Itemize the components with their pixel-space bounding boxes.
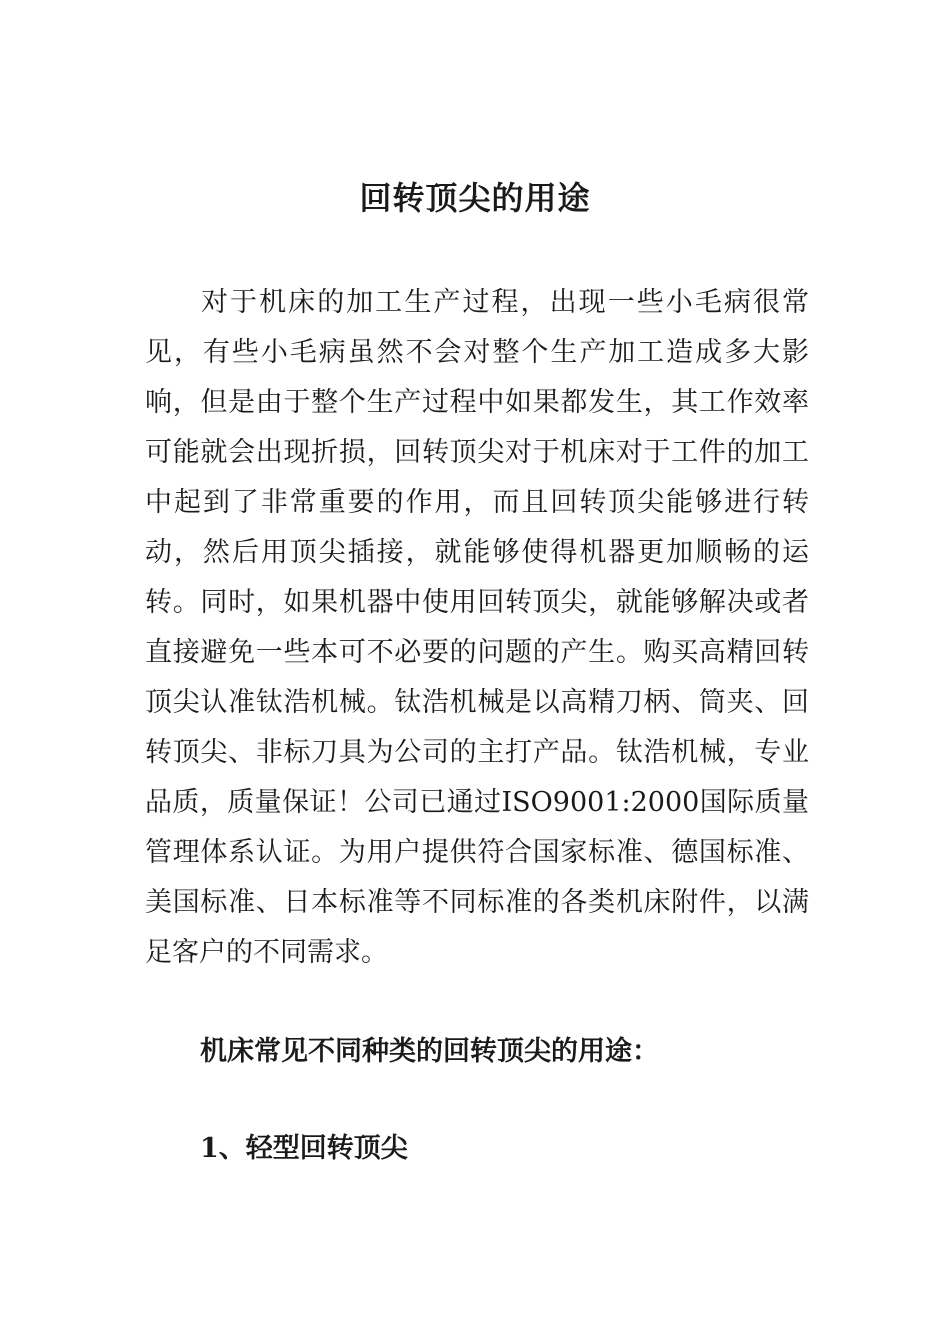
section-heading: 机床常见不同种类的回转顶尖的用途： — [200, 1036, 659, 1067]
subsection-heading: 1、轻型回转顶尖 — [200, 1133, 408, 1164]
body-paragraph: 对于机床的加工生产过程，出现一些小毛病很常见，有些小毛病虽然不会对整个生产加工造成多大影响，但是由于整个生产过程中如果都发生，其工作效率可能就会出现折损，回转顶尖对于机床对于工件的加工中起到了非常重要的作用，而且回转顶尖能够进行转动，然后用顶尖插接，就能够使得机器更加顺畅的运转。同时，如果机器中使用回转顶尖，就能够解决或者直接避免一些本可不必要的问题的产生。购买高精回转顶尖认准钛浩机械。钛浩机械是以高精刀柄、筒夹、回转顶尖、非标刀具为公司的主打产品。钛浩机械，专业品质，质量保证！公司已通过ISO9001:2000国际质量管理体系认证。为用户提供符合国家标准、德国标准、美国标准、日本标准等不同标准的各类机床附件，以满足客户的不同需求。 — [145, 287, 809, 968]
document-title: 回转顶尖的用途 — [359, 179, 591, 218]
